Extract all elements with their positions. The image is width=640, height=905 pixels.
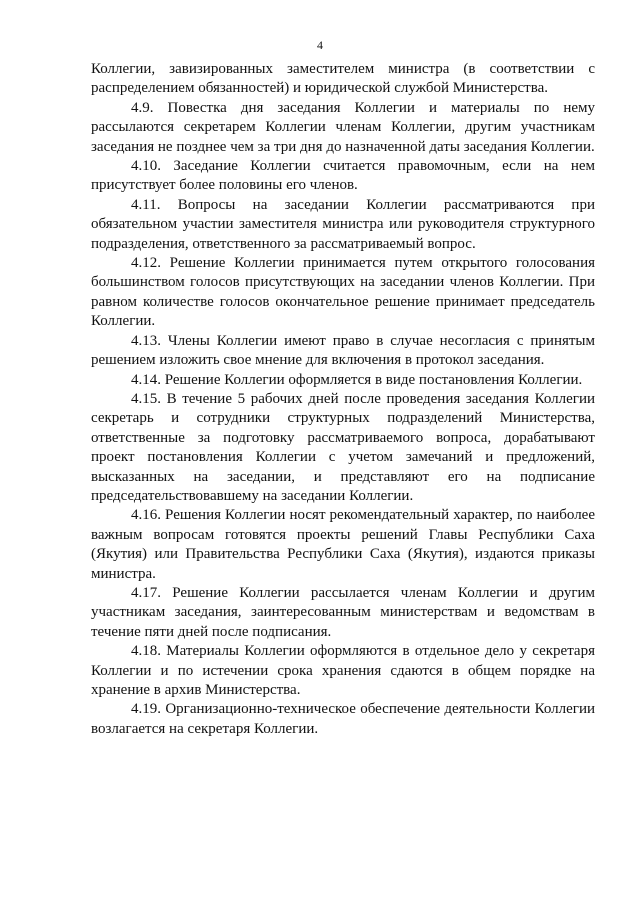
clause-4-9: 4.9. Повестка дня заседания Коллегии и материалы по нему рассылаются секретарем Коллегии членам Коллегии, другим участникам заседания не позднее чем за три дня до назначенной даты заседания Коллегии.	[91, 99, 595, 155]
clause-4-18: 4.18. Материалы Коллегии оформляются в отдельное дело у секретаря Коллегии и по истечении срока хранения сдаются в общем порядке на хранение в архив Министерства.	[91, 643, 595, 698]
clause-4-14: 4.14. Решение Коллегии оформляется в виде постановления Коллегии.	[131, 371, 583, 388]
clause-4-13: 4.13. Члены Коллегии имеют право в случае несогласия с принятым решением изложить свое мнение для включения в протокол заседания.	[91, 332, 595, 369]
clause-4-10: 4.10. Заседание Коллегии считается правомочным, если на нем присутствует более половины его членов.	[91, 158, 595, 194]
clause-4-15: 4.15. В течение 5 рабочих дней после проведения заседания Коллегии секретарь и сотрудники структурных подразделений Министерства, ответственные за подготовку рассматриваемого вопроса, дорабатывают проект постановления Коллегии с учетом замечаний и предложений, высказанных на заседании, и представляют его на подписание председательствовавшему на заседании Коллегии.	[91, 390, 595, 504]
page-number: 4	[317, 38, 323, 52]
clause-4-16: 4.16. Решения Коллегии носят рекомендательный характер, по наиболее важным вопросам готовятся проекты решений Главы Республики Саха (Якутия) или Правительства Республики Саха (Якутия), издаются приказы министра.	[91, 507, 595, 582]
clause-4-19: 4.19. Организационно-техническое обеспечение деятельности Коллегии возлагается на секретаря Коллегии.	[91, 701, 595, 737]
document-body	[91, 60, 595, 739]
clause-4-12: 4.12. Решение Коллегии принимается путем открытого голосования большинством голосов присутствующих на заседании членов Коллегии. При равном количестве голосов окончательное решение принимает председатель Коллегии.	[91, 255, 595, 330]
clause-4-11: 4.11. Вопросы на заседании Коллегии рассматриваются при обязательном участии заместителя министра или руководителя структурного подразделения, ответственного за рассматриваемый вопрос.	[91, 196, 595, 252]
clause-4-17: 4.17. Решение Коллегии рассылается членам Коллегии и другим участникам заседания, заинтересованным министерствам и ведомствам в течение пяти дней после подписания.	[91, 584, 595, 640]
paragraph-continuation: Коллегии, завизированных заместителем министра (в соответствии с распределением обязанностей) и юридической службой Министерства.	[91, 61, 595, 97]
